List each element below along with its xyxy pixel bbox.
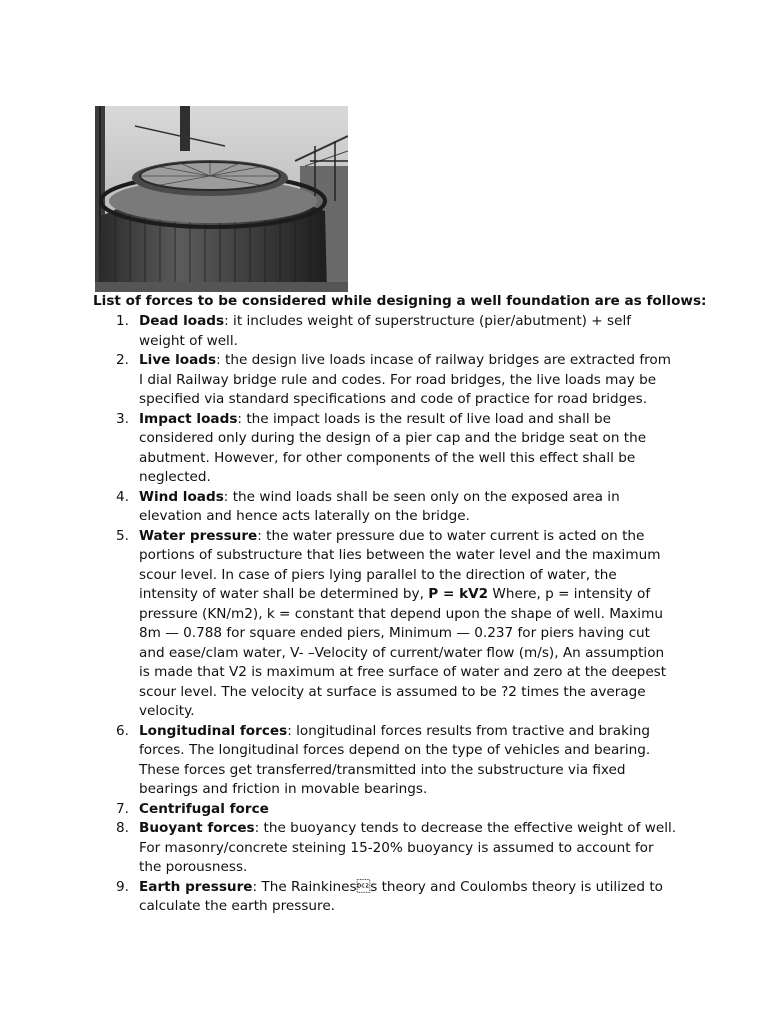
well-foundation-photo (95, 106, 348, 292)
item-body-continued: Where, p = intensity of pressure (KN/m2), k = constant that depend upon the shape of well. Maximu 8m — 0.788 for square ended piers, Minimum — 0.237 for piers having cut and ease/clam water, V- –Velocity of current/water flow (m/s), An assumption is made that V2 is maximum at free surface of water and zero at the deepest scour level. The velocity at surface is assumed to be ?2 times the average velocity. (139, 586, 667, 719)
item-title: Buoyant forces (139, 820, 255, 836)
item-text (139, 800, 679, 820)
item-body: : the impact loads is the result of live load and shall be considered only during the design of a pier cap and the bridge seat on the abutment. However, for other components of the well this effect shall be neglected. (139, 410, 647, 485)
item-number: 3. (116, 410, 129, 427)
item-number: 7. (116, 800, 129, 817)
item-number: 9. (116, 878, 129, 895)
list-item (0, 800, 768, 820)
item-body: : longitudinal forces results from tractive and braking forces. The longitudinal forces depend on the type of vehicles and bearing. These forces get transferred/transmitted into the substructure via fixed bearings and friction in movable bearings. (139, 722, 651, 797)
list-item (0, 351, 768, 410)
list-item (0, 488, 768, 527)
item-title: Earth pressure (139, 878, 253, 895)
list-item (0, 527, 768, 722)
item-body: : the design live loads incase of railway bridges are extracted from I dial Railway bridge rule and codes. For road bridges, the live loads may be specified via standard specifications and code of practice for road bridges. (139, 352, 671, 407)
item-title: Impact loads (139, 410, 238, 427)
item-title: Wind loads (139, 488, 224, 505)
list-item (0, 722, 768, 800)
item-text (139, 410, 679, 488)
item-text (139, 878, 679, 917)
item-number: 5. (116, 527, 129, 544)
item-number: 2. (116, 352, 129, 368)
item-title: Longitudinal forces (139, 722, 288, 739)
list-item (0, 312, 768, 351)
item-body: : the water pressure due to water current is acted on the portions of substructure that lies between the water level and the maximum scour level. In case of piers lying parallel to the direction of water, the intensity of water shall be determined by, (139, 527, 661, 602)
item-text (139, 312, 679, 351)
item-body: : it includes weight of superstructure (pier/abutment) + self weight of well. (139, 313, 632, 349)
item-number: 1. (116, 313, 129, 329)
item-number: 6. (116, 722, 129, 739)
intro-heading: List of forces to be considered while designing a well foundation are as follows: (93, 293, 707, 309)
list-item (0, 878, 768, 917)
item-body: : the buoyancy tends to decrease the effective weight of well. For masonry/concrete steining 15-20% buoyancy is assumed to account for the porousness. (139, 820, 677, 875)
item-body: : the wind loads shall be seen only on the exposed area in elevation and hence acts laterally on the bridge. (139, 488, 620, 524)
item-number: 8. (116, 820, 129, 836)
item-title: Live loads (139, 352, 217, 368)
item-number: 4. (116, 488, 129, 505)
item-text (139, 722, 679, 800)
item-text (139, 351, 679, 410)
formula: P = kV2 (428, 586, 489, 602)
item-title: Dead loads (139, 313, 225, 329)
forces-list (0, 312, 768, 917)
list-item (0, 410, 768, 488)
item-text (139, 527, 679, 722)
item-title: Water pressure (139, 527, 258, 544)
item-body: : The Rainkiness theory and Coulombs theory is utilized to calculate the earth pressure. (139, 878, 663, 914)
item-title: Centrifugal force (139, 800, 269, 817)
item-text (139, 819, 679, 878)
item-text (139, 488, 679, 527)
list-item (0, 819, 768, 878)
